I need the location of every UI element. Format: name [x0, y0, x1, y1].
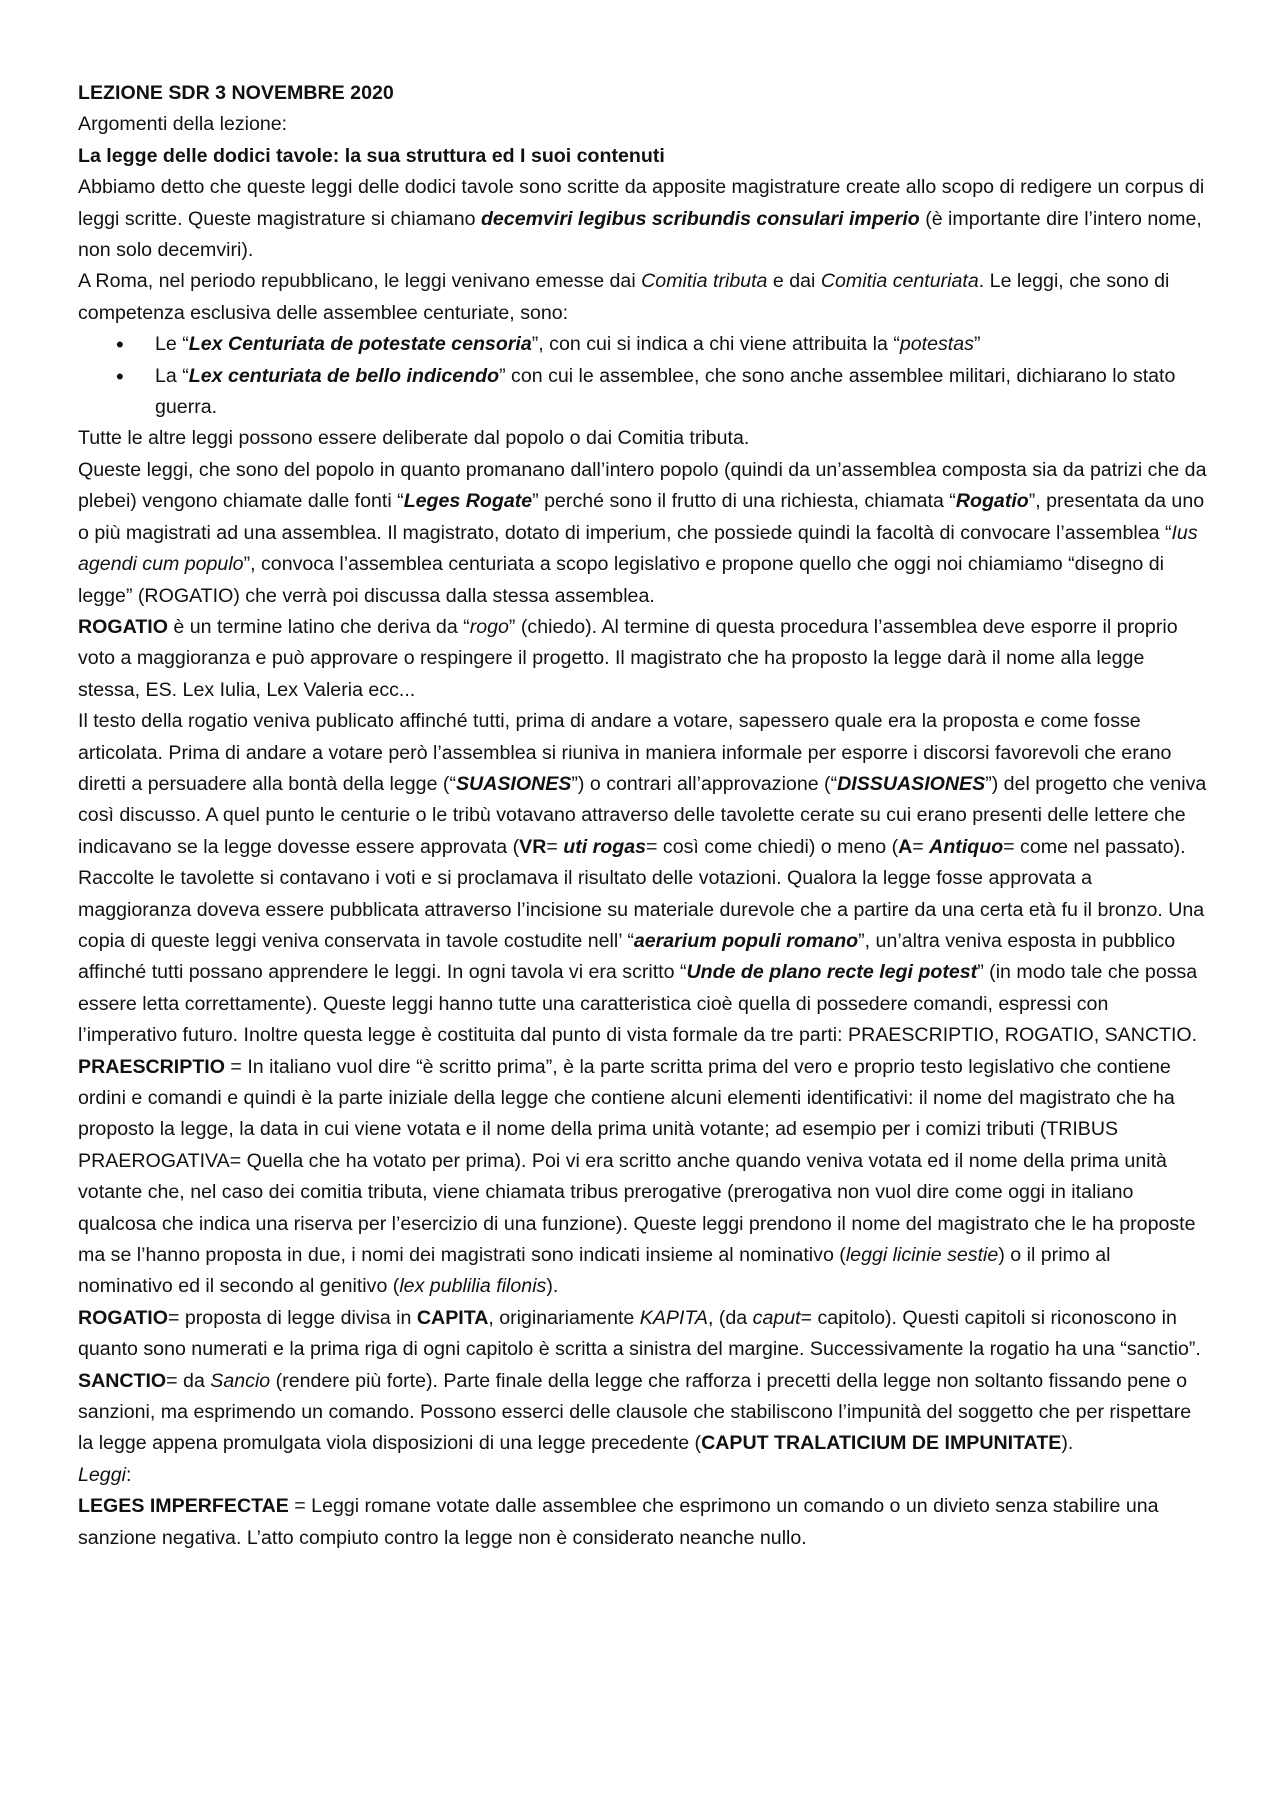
paragraph-voting-procedure: Il testo della rogatio veniva publicato affinché tutti, prima di andare a votare, sapessero quale era la proposta e come fosse articolata. Prima di andare a votare però l’assemblea si riuniva in maniera informale per esporre i discorsi favorevoli che erano diretti a persuadere alla bontà della legge (“SUASIONES”) o contrari all’approvazione (“DISSUASIONES”) del progetto che veniva così discusso. A quel punto le centurie o le tribù votavano attraverso delle tavolette cerate su cui erano presenti delle lettere che indicavano se la legge dovesse essere approvata (VR= uti rogas= così come chiedi) o meno (A= Antiquo= come nel passato). Raccolte le tavolette si contavano i voti e si proclamava il risultato delle votazioni. Qualora la legge fosse approvata a maggioranza doveva essere pubblicata attraverso l’incisione su materiale durevole che a partire da una certa età fu il bronzo. Una copia di queste leggi veniva conservata in tavole costudite nell’ “aerarium populi romano”, un’altra veniva esposta in pubblico affinché tutti possano apprendere le leggi. In ogni tavola vi era scritto “Unde de plano recte legi potest” (in modo tale che possa essere letta correttamente). Queste leggi hanno tutte una caratteristica cioè quella di possedere comandi, espressi con l’imperativo futuro. Inoltre questa legge è costituita dal punto di vista formale da tre parti: PRAESCRIPTIO, ROGATIO, SANCTIO. [78, 710, 1207, 1047]
paragraph-other-laws: Tutte le altre leggi possono essere deliberate dal popolo o dai Comitia tributa. [78, 427, 750, 450]
paragraph-comitia: A Roma, nel periodo repubblicano, le leggi venivano emesse dai Comitia tributa e dai Comitia centuriata. Le leggi, che sono di competenza esclusiva delle assemblee centuriate, sono: [78, 270, 1170, 324]
paragraph-sanctio: SANCTIO= da Sancio (rendere più forte). Parte finale della legge che rafforza i precetti della legge non soltanto fissando pene o sanzioni, ma esprimendo un comando. Possono esserci delle clausole che stabiliscono l’impunità del soggetto che per rispettare la legge appena promulgata viola disposizioni di una legge precedente (CAPUT TRALATICIUM DE IMPUNITATE). [78, 1369, 1192, 1455]
paragraph-leggi-heading: Leggi: [78, 1463, 132, 1486]
paragraph-praescriptio: PRAESCRIPTIO = In italiano vuol dire “è scritto prima”, è la parte scritta prima del vero e proprio testo legislativo che contiene ordini e comandi e quindi è la parte iniziale della legge che contiene alcuni elementi identificativi: il nome del magistrato che ha proposto la legge, la data in cui viene votata e il nome della prima unità votante; ad esempio per i comizi tributi (TRIBUS PRAEROGATIVA= Quella che ha votato per prima). Poi vi era scritto anche quando veniva votata ed il nome della prima unità votante che, nel caso dei comitia tributa, viene chiamata tribus prerogative (prerogativa non vuol dire come oggi in italiano qualcosa che indica una riserva per l’esercizio di una funzione). Queste leggi prendono il nome del magistrato che le ha proposte ma se l’hanno proposta in due, i nomi dei magistrati sono indicati insieme al nominativo (leggi licinie sestie) o il primo al nominativo ed il secondo al genitivo (lex publilia filonis). [78, 1055, 1196, 1298]
lesson-title: LEZIONE SDR 3 NOVEMBRE 2020 [78, 82, 394, 104]
paragraph-leges-rogate: Queste leggi, che sono del popolo in quanto promanano dall’intero popolo (quindi da un’assemblea composta sia da patrizi che da plebei) vengono chiamate dalle fonti “Leges Rogate” perché sono il frutto di una richiesta, chiamata “Rogatio”, presentata da uno o più magistrati ad una assemblea. Il magistrato, dotato di imperium, che possiede quindi la facoltà di convocare l’assemblea “Ius agendi cum populo”, convoca l’assemblea centuriata a scopo legislativo e propone quello che oggi noi chiamiamo “disegno di legge” (ROGATIO) che verrà poi discussa dalla stessa assemblea. [78, 458, 1207, 607]
bullet-list [78, 329, 1208, 423]
paragraph-leges-imperfectae: LEGES IMPERFECTAE = Leggi romane votate dalle assemblee che esprimono un comando o un divieto senza stabilire una sanzione negativa. L’atto compiuto contro la legge non è considerato neanche nullo. [78, 1495, 1159, 1549]
bullet-icon: • [116, 363, 124, 389]
bullet-icon: • [116, 332, 124, 358]
lesson-topic: La legge delle dodici tavole: la sua struttura ed I suoi contenuti [78, 144, 665, 167]
paragraph-rogatio-definition: ROGATIO è un termine latino che deriva da “rogo” (chiedo). Al termine di questa procedura l’assemblea deve esporre il proprio voto a maggioranza e può approvare o respingere il progetto. Il magistrato che ha proposto la legge darà il nome alla legge stessa, ES. Lex Iulia, Lex Valeria ecc... [78, 615, 1178, 701]
lesson-subtitle: Argomenti della lezione: [78, 113, 288, 136]
list-item: • La “Lex centuriata de bello indicendo” con cui le assemblee, che sono anche assemblee militari, dichiarano lo stato guerra. [78, 361, 1208, 424]
paragraph-rogatio-capita: ROGATIO= proposta di legge divisa in CAPITA, originariamente KAPITA, (da caput= capitolo). Questi capitoli si riconoscono in quanto sono numerati e la prima riga di ogni capitolo è scritta a sinistra del margine. Successivamente la rogatio ha una “sanctio”. [78, 1306, 1201, 1361]
document-page [78, 78, 1208, 1554]
paragraph-decemviri: Abbiamo detto che queste leggi delle dodici tavole sono scritte da apposite magistrature create allo scopo di redigere un corpus di leggi scritte. Queste magistrature si chiamano decemviri legibus scribundis consulari imperio (è importante dire l’intero nome, non solo decemviri). [78, 176, 1205, 262]
list-item: • Le “Lex Centuriata de potestate censoria”, con cui si indica a chi viene attribuita la “potestas” [78, 329, 1208, 360]
